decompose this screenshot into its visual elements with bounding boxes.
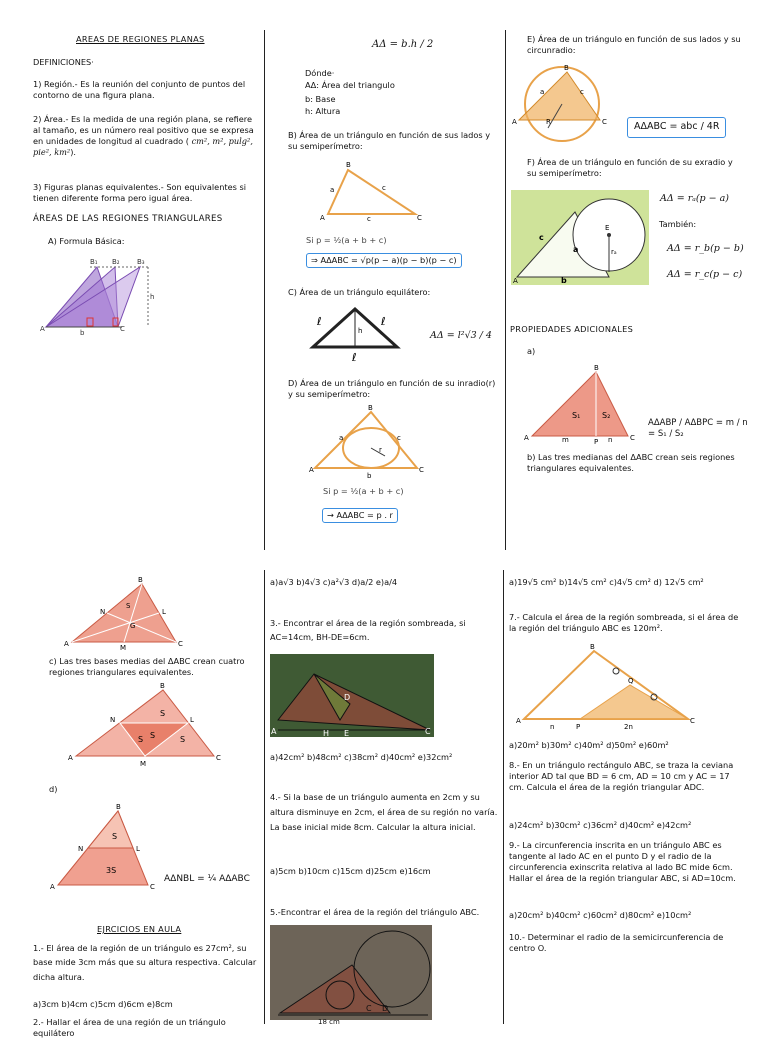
ratio-label-C: C [630,434,635,442]
mid-label-A: A [68,754,73,762]
nbl-figure [50,803,160,893]
fig-label-b3: B₃ [137,258,145,266]
ex-label-ra: rₐ [611,248,617,256]
ratio-label-n: n [608,436,613,444]
circ-label-c: c [580,88,584,96]
definition-2-end: ). [70,147,76,158]
med-label-B: B [138,576,143,584]
med-label-G: G [130,622,136,630]
ex-label-c: c [539,233,544,242]
exradio-formula-a: AΔ = rₐ(p − a) [660,193,729,204]
circ-label-A: A [512,118,517,126]
heron-semiperimeter: Si p = ½(a + b + c) [306,235,387,245]
definitions-label: DEFINICIONES· [33,57,94,67]
where-area: AΔ: Área del triangulo [305,80,395,90]
shaded-region-photo [270,654,434,737]
question-5: 5.-Encontrar el área de la región del triángulo ABC. [270,907,480,917]
heron-label-b: B [346,161,351,169]
answers-5: a)19√5 cm² b)14√5 cm² c)4√5 cm² d) 12√5 cm² [509,577,704,587]
property-c: c) Las tres bases medias del ΔABC crean cuatro regiones triangulares equivalentes. [49,656,245,678]
question-8: 8.- En un triángulo rectángulo ABC, se traza la ceviana interior AD tal que BD = 6 cm, AD = 10 cm y AC = 17 cm. Calcula el área de la región triangular ADC. [509,760,734,793]
exradio-figure [511,190,649,285]
med-label-A: A [64,640,69,648]
circumcircle-figure [512,64,612,144]
nbl-formula: AΔNBL = ¼ AΔABC [164,874,250,884]
med-label-C: C [178,640,183,648]
ratio-label-P: P [594,438,599,446]
question-1: 1.- El área de la región de un triángulo es 27cm², su base mide 3cm más que su altura respectiva. Calcular dicha altura. [33,943,257,982]
med-label-M: M [120,644,127,652]
equi-label-l3: ℓ [352,351,357,364]
ex-label-a: a [573,245,579,254]
answers-4: a)5cm b)10cm c)15cm d)25cm e)16cm [270,866,431,876]
med-label-S1: S [126,602,131,610]
definition-2-units: cm², m², pulg², pie², km² [33,136,253,158]
ex-label-E: E [605,224,610,232]
question-4: 4.- Si la base de un triángulo aumenta en 2cm y su altura disminuye en 2cm, el área de su región no varía. La base inicial mide 8cm. Calcular la altura inicial. [270,792,498,833]
basic-area-formula: AΔ = b.h / 2 [372,39,434,50]
exercises-title: EJRCICIOS EN AULA [97,924,182,934]
definition-3: 3) Figuras planas equivalentes.- Son equivalentes si tienen diferente forma pero igual área. [33,182,247,204]
where-height: h: Altura [305,106,341,116]
in-label-C: C [419,466,424,474]
q3-label-D: D [344,693,351,702]
q3-label-C: C [425,727,431,736]
q3-label-A: A [271,727,277,736]
page-title: AREAS DE REGIONES PLANAS [76,34,205,44]
equi-label-l1: ℓ [317,315,322,328]
mid-label-S2: S [138,735,144,744]
q7-label-n: n [550,723,555,731]
section-f: F) Área de un triángulo en función de su exradio y su semiperímetro: [527,157,733,179]
q5-label-C: C [366,1004,372,1013]
q3-label-H: H [323,729,330,738]
mid-label-B: B [160,682,165,690]
q7-label-A: A [516,717,521,725]
heron-formula-box: ⇒ AΔABC = √p(p − a)(p − b)(p − c) [306,253,462,268]
nbl-label-N: N [78,845,84,853]
section-c: C) Área de un triángulo equilátero: [288,287,431,297]
mid-label-M: M [140,760,147,768]
mid-label-S4: S [180,735,186,744]
ratio-label-m: m [562,436,569,444]
triangle-abc-photo [270,925,432,1026]
q7-label-B: B [590,643,595,651]
heron-triangle [320,160,430,223]
question-3: 3.- Encontrar el área de la región sombreada, si AC=14cm, BH-DE=6cm. [270,618,466,643]
mid-label-L: L [190,716,194,724]
exradio-formula-b: AΔ = r_b(p − b) [667,243,744,254]
nbl-label-A: A [50,883,55,891]
nbl-label-C: C [150,883,155,891]
property-d-label: d) [49,784,58,794]
ratio-label-A: A [524,434,529,442]
ratio-formula: AΔABP / AΔBPC = m / n = S₁ / S₂ [648,418,748,440]
heron-label-C: C [417,214,422,222]
answers-7: a)20m² b)30m² c)40m² d)50m² e)60m² [509,740,669,750]
nbl-label-S: S [112,832,118,841]
heron-label-bb: c [367,215,371,223]
circ-label-R: R [546,118,551,126]
nbl-label-3S: 3S [106,866,117,875]
fig-label-a: A [40,325,45,333]
incircle-semiperimeter: Si p = ½(a + b + c) [323,486,404,496]
med-label-N: N [100,608,106,616]
answers-1: a)3cm b)4cm c)5cm d)6cm e)8cm [33,999,173,1009]
fig-label-b: b [80,329,85,337]
section-b: B) Área de un triángulo en función de sus lados y su semiperímetro: [288,130,491,152]
ratio-label-B: B [594,364,599,372]
med-label-L: L [162,608,166,616]
in-label-c: c [397,434,401,442]
q7-label-P: P [576,723,581,731]
fig-label-b1: B₁ [90,258,98,266]
fig-label-c: C [120,325,125,333]
incircle-triangle [309,404,429,480]
definition-2-text: 2) Área.- Es la medida de una región plana, se refiere al tamaño, es un número real positivo que se expresa en unidades de longitud al cuadrado ( [33,114,254,147]
answers-3: a)42cm² b)48cm² c)38cm² d)40cm² e)32cm² [270,752,453,762]
tambien-label: También: [659,219,697,229]
divider-bottom-2 [503,570,504,1024]
ex-label-b: b [561,276,567,285]
circ-label-C: C [602,118,607,126]
mid-label-C: C [216,754,221,762]
in-label-b: b [367,472,372,480]
q7-figure [516,643,696,733]
question-9: 9.- La circunferencia inscrita en un triángulo ABC es tangente al lado AC en el punto D y el radio de la circunferencia exinscrita relativa al lado BC mide 6cm. Hallar el área de la región triangular ABC, si AD=10cm. [509,840,736,884]
q7-label-Q: Q [628,677,634,685]
divider-top-1 [264,30,265,550]
property-b: b) Las tres medianas del ΔABC crean seis regiones triangulares equivalentes. [527,452,735,474]
heron-label-A: A [320,214,325,222]
heron-label-a: a [330,186,335,194]
section-d: D) Área de un triángulo en función de su inradio(r) y su semiperímetro: [288,378,496,400]
circumcircle-formula-box: AΔABC = abc / 4R [627,117,726,138]
mid-label-S3: S [150,731,156,740]
mid-label-N: N [110,716,116,724]
equilateral-triangle [303,305,413,365]
answers-8: a)24cm² b)30cm² c)36cm² d)40cm² e)42cm² [509,820,692,830]
definition-2 [33,114,258,158]
in-label-A: A [309,466,314,474]
donde-label: Dónde· [305,68,335,78]
section-e: E) Área de un triángulo en función de sus lados y su circunradio: [527,34,741,56]
properties-heading: PROPIEDADES ADICIONALES [510,324,634,334]
incircle-formula-box: → AΔABC = p . r [322,508,398,523]
purple-triangles-figure [40,255,160,335]
question-2: 2.- Hallar el área de una región de un triángulo equilátero [33,1017,226,1039]
in-label-B: B [368,404,373,412]
definition-1: 1) Región.- Es la reunión del conjunto de puntos del contorno de una figura plana. [33,79,246,101]
ratio-label-s2: S₂ [602,411,611,420]
circ-label-B: B [564,64,569,72]
q7-label-2n: 2n [624,723,633,731]
q3-label-E: E [344,729,350,738]
divider-top-2 [505,30,506,550]
fig-label-b2: B₂ [112,258,120,266]
q5-label-D: D [382,1004,389,1013]
nbl-label-B: B [116,803,121,811]
midlines-figure [68,682,228,768]
heron-label-c: c [382,184,386,192]
nbl-label-L: L [136,845,140,853]
where-base: b: Base [305,94,336,104]
equilateral-formula: AΔ = l²√3 / 4 [430,330,492,341]
in-label-r: r [379,446,382,454]
fig-label-h: h [150,293,155,301]
formula-basica-label: A) Formula Básica: [48,236,125,246]
circ-label-a: a [540,88,545,96]
question-10: 10.- Determinar el radio de la semicircunferencia de centro O. [509,932,724,954]
in-label-a: a [339,434,344,442]
equi-label-h: h [358,327,363,335]
question-7: 7.- Calcula el área de la región sombreada, si el área de la región del triángulo ABC es 120m². [509,612,739,634]
medians-figure [64,576,184,652]
section-heading: ÁREAS DE LAS REGIONES TRIANGULARES [33,214,223,224]
ratio-label-s1: S₁ [572,411,581,420]
ex-label-A: A [513,277,518,285]
equi-label-l2: ℓ [381,315,386,328]
q5-photo-label: 18 cm [318,1018,340,1026]
divider-bottom-1 [264,570,265,1024]
q7-label-C: C [690,717,695,725]
answers-2: a)a√3 b)4√3 c)a²√3 d)a/2 e)a/4 [270,577,398,587]
mid-label-S1: S [160,709,166,718]
property-a-label: a) [527,346,536,356]
median-ratio-figure [524,366,642,446]
exradio-formula-c: AΔ = r_c(p − c) [667,269,743,280]
answers-9: a)20cm² b)40cm² c)60cm² d)80cm² e)10cm² [509,910,692,920]
